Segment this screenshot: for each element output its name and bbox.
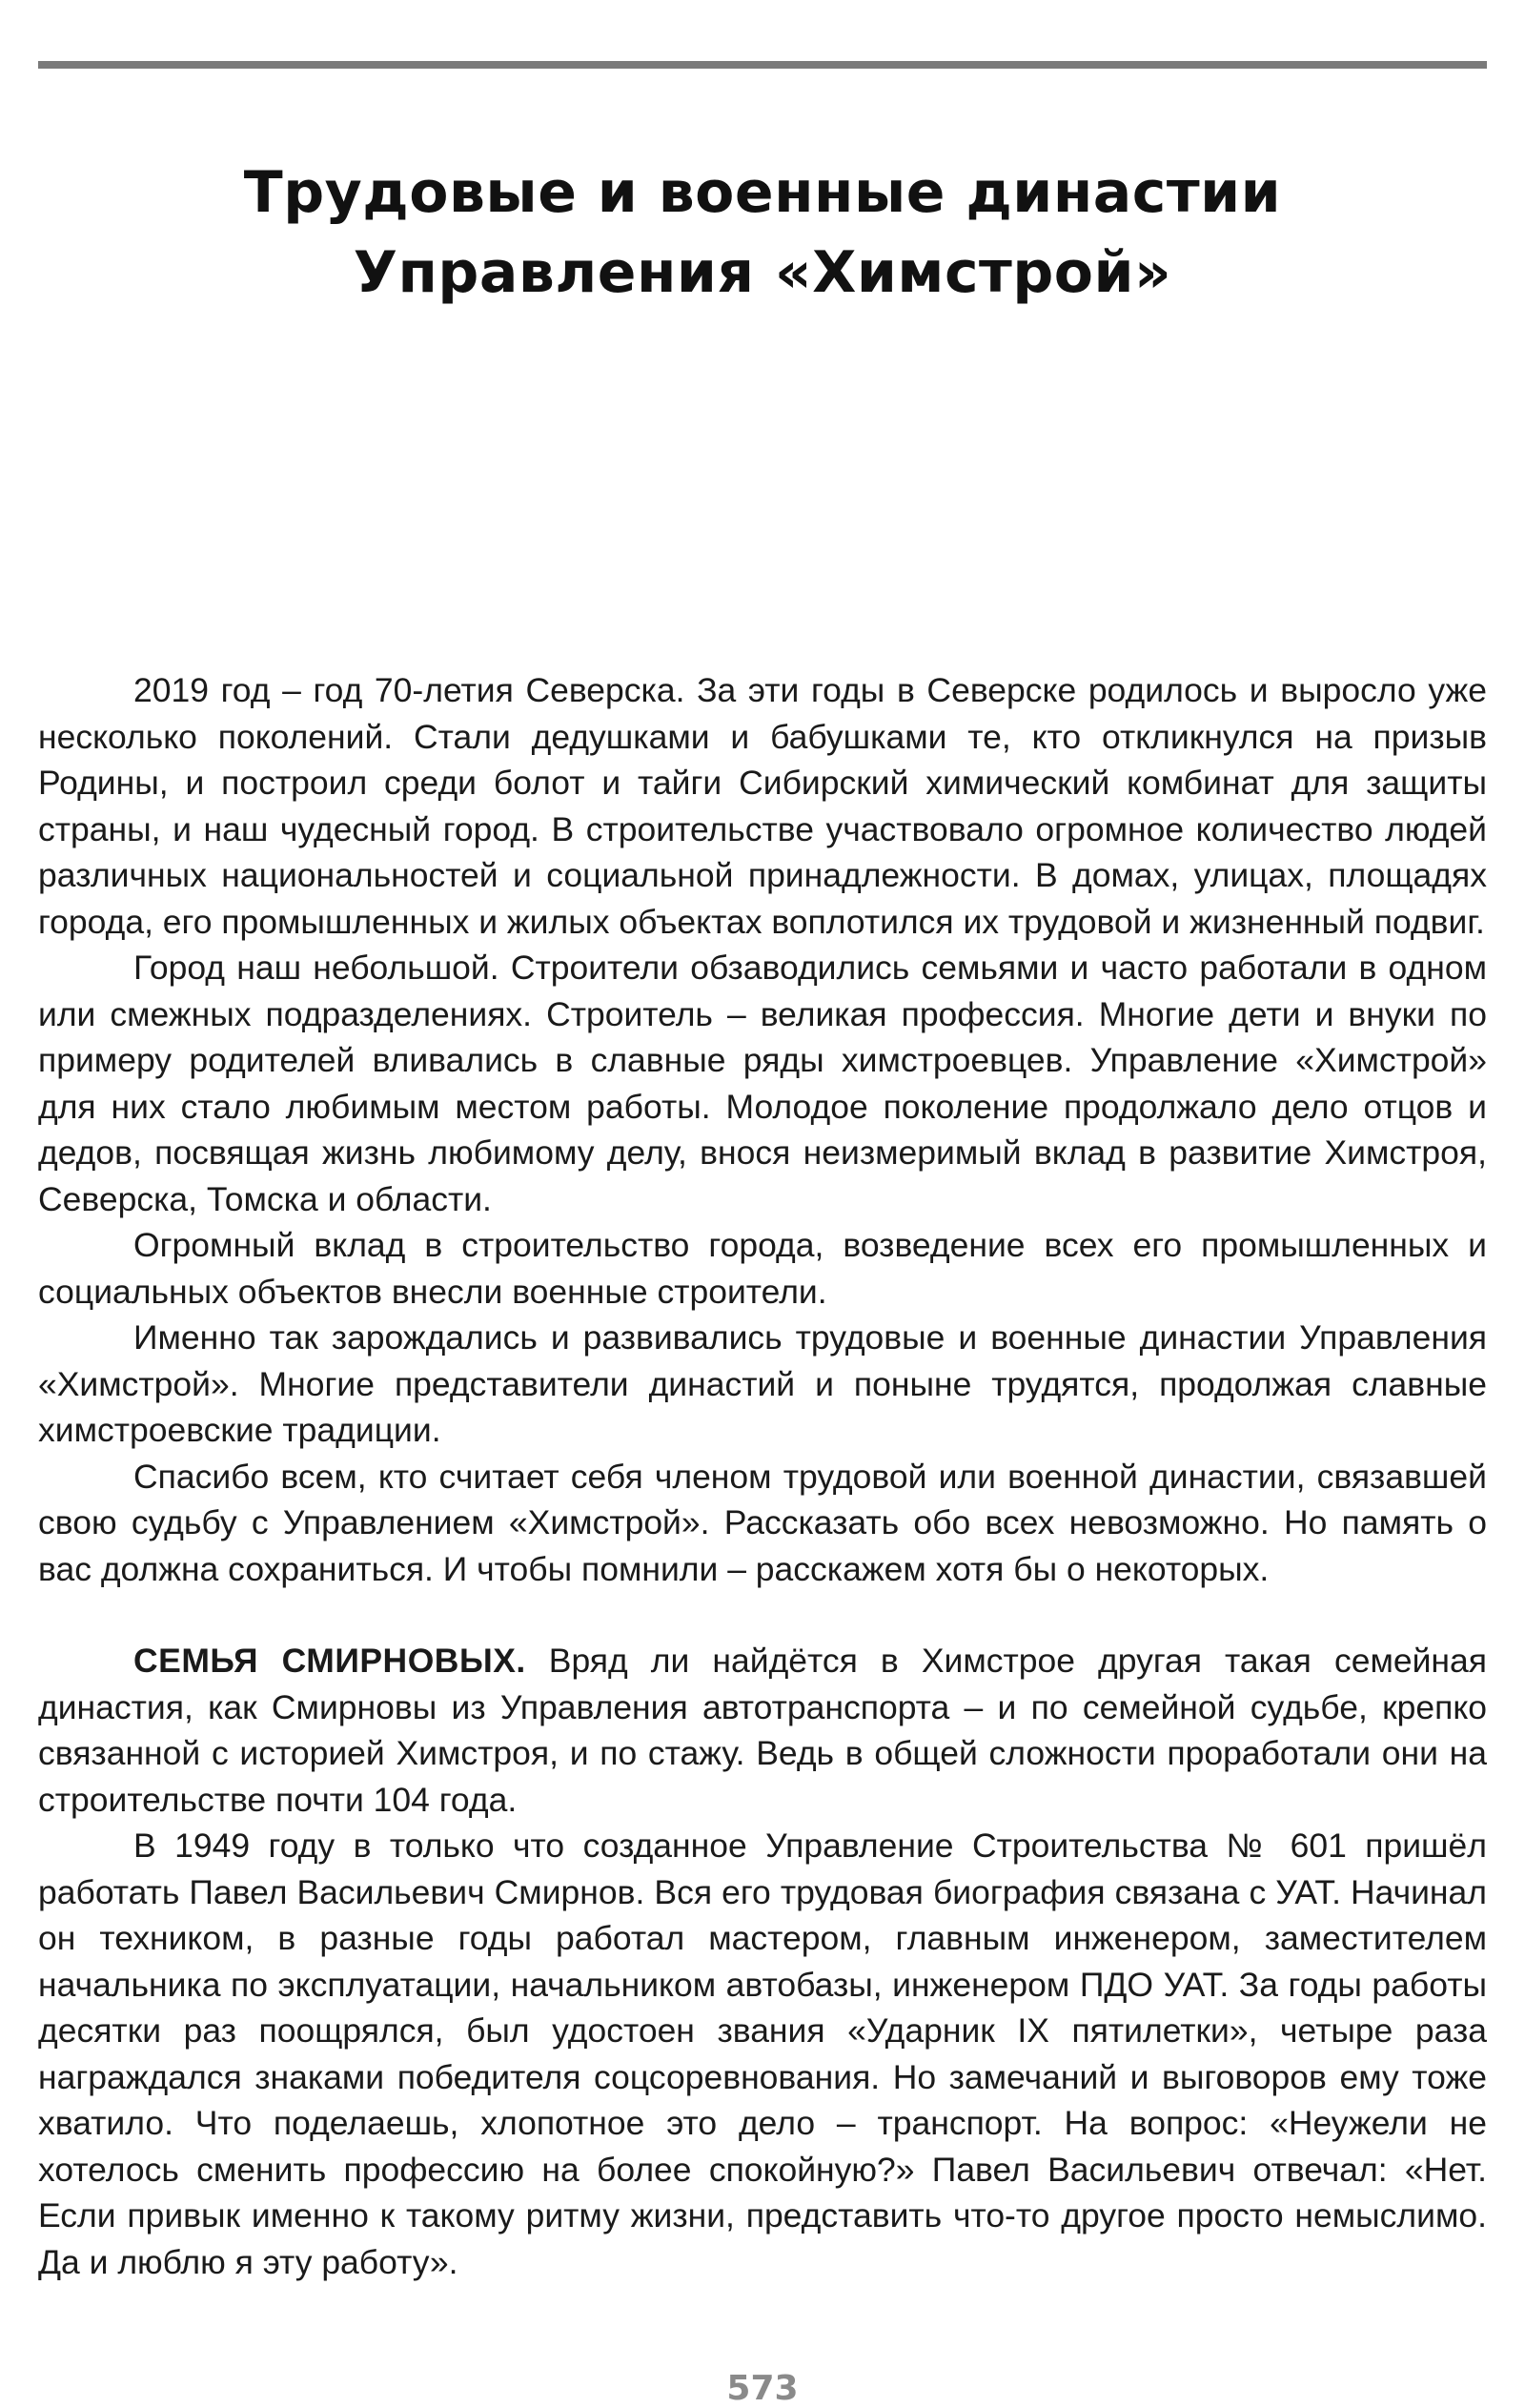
section-heading: СЕМЬЯ СМИРНОВЫХ. (133, 1642, 526, 1680)
section-intro-text: Вряд ли найдётся в Химстрое другая такая семейная династия, как Смирновы из Управления автотранспорта – и по семейной судьбе, крепко связанной с историей Химстроя, и по стажу. Ведь в общей сложности проработали они на строительстве почти 104 года. (38, 1642, 1487, 1819)
page-title (0, 153, 1525, 313)
title-line-2: Управления «Химстрой» (353, 239, 1172, 307)
paragraph-intro: 2019 год – год 70-летия Северска. За эти годы в Северске родилось и выросло уже несколько поколений. Стали дедушками и бабушками те, кто откликнулся на призыв Родины, и построил среди болот и тайги Сибирский химический комбинат для защиты страны, и наш чудесный город. В строительстве участвовало огромное количество людей различных национальностей и социальной принадлежности. В домах, улицах, площадях города, его промышленных и жилых объектах воплотился их трудовой и жизненный подвиг. (38, 671, 1487, 941)
section-smirnov-paragraph: В 1949 году в только что созданное Управление Строительства № 601 пришёл работать Павел Васильевич Смирнов. Вся его трудовая биография связана с УАТ. Начинал он техником, в разные годы работал мастером, главным инженером, заместителем начальника по эксплуатации, начальником автобазы, инженером ПДО УАТ. За годы работы десятки раз поощрялся, был удостоен звания «Ударник IX пятилетки», четыре раза награждался знаками победителя соцсоревнования. Но замечаний и выговоров ему тоже хватило. Что поделаешь, хлопотное это дело – транспорт. На вопрос: «Неужели не хотелось сменить профессию на более спокойную?» Павел Васильевич отвечал: «Нет. Если привык именно к такому ритму жизни, представить что-то другое просто немыслимо. Да и люблю я эту работу». (38, 1826, 1487, 2281)
page-number: 573 (726, 2369, 799, 2408)
paragraph-city: Город наш небольшой. Строители обзаводились семьями и часто работали в одном или смежных подразделениях. Строитель – великая профессия. Многие дети и внуки по примеру родителей вливались в славные ряды химстроевцев. Управление «Химстрой» для них стало любимым местом работы. Молодое поколение продолжало дело отцов и дедов, посвящая жизнь любимому делу, внося неизмеримый вклад в развитие Химстроя, Северска, Томска и области. (38, 949, 1487, 1218)
section-smirnov-intro (38, 1638, 1487, 1823)
title-line-1: Трудовые и военные династии (243, 159, 1282, 227)
paragraph-military-builders: Огромный вклад в строительство города, возведение всех его промышленных и социальных объектов внесли военные строители. (38, 1226, 1487, 1311)
top-divider (38, 61, 1487, 69)
paragraph-dynasties: Именно так зарождались и развивались трудовые и военные династии Управления «Химстрой». Многие представители династий и поныне трудятся, продолжая славные химстроевские традиции. (38, 1318, 1487, 1449)
article-body (38, 667, 1487, 2285)
paragraph-thanks: Спасибо всем, кто считает себя членом трудовой или военной династии, связавшей свою судьбу с Управлением «Химстрой». Рассказать обо всех невозможно. Но память о вас должна сохраниться. И чтобы помнили – расскажем хотя бы о некоторых. (38, 1457, 1487, 1588)
